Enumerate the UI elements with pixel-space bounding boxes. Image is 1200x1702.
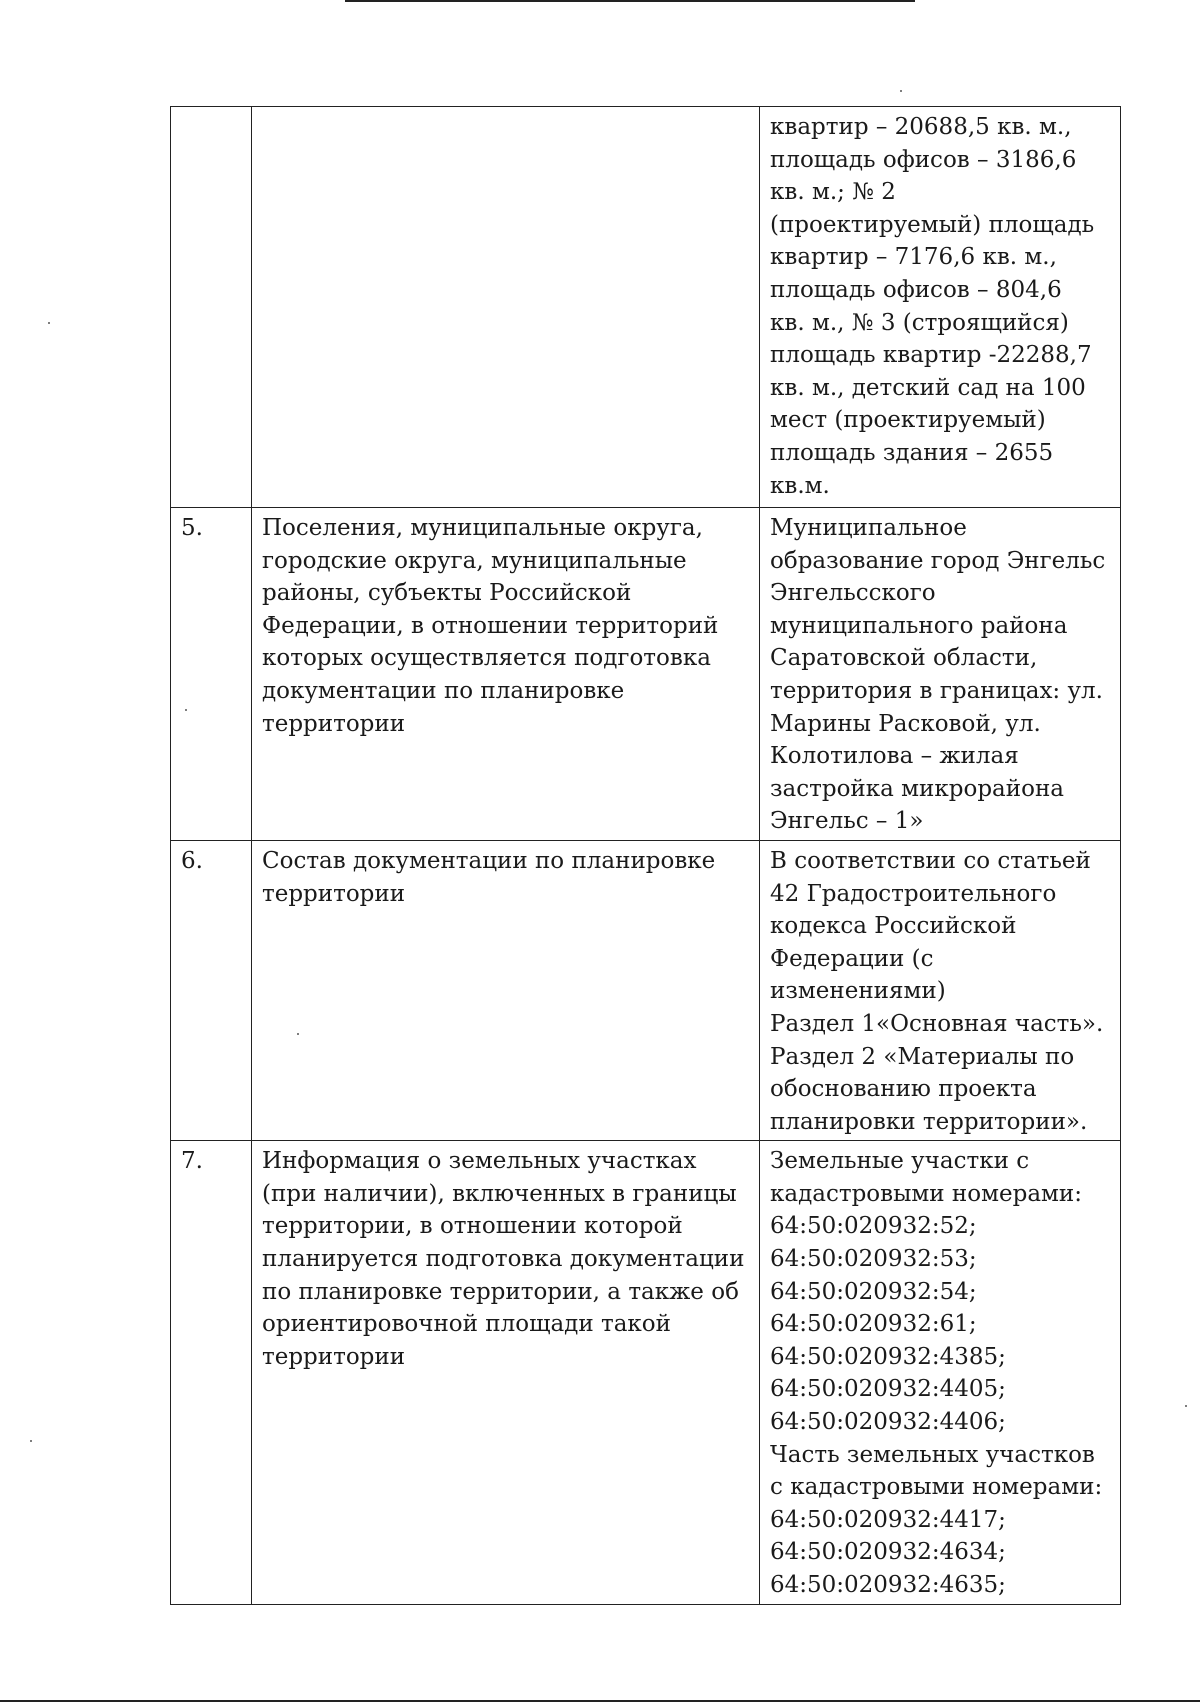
planning-info-table: [170, 106, 1121, 1605]
row-name: Информация о земельных участках (при наличии), включенных в границы территории, в отношении которой планируется подготовка документации по планировке территории, а также об ориентировочной площади такой территории: [252, 1141, 760, 1604]
scan-edge-top: [345, 0, 915, 2]
row-number: 7.: [171, 1141, 252, 1604]
table-row: [171, 840, 1121, 1140]
scan-speck: [30, 1440, 32, 1442]
table-row: [171, 508, 1121, 841]
row-value: Земельные участки с кадастровыми номерами: 64:50:020932:52; 64:50:020932:53; 64:50:020932:54; 64:50:020932:61; 64:50:020932:4385; 64:50:020932:4405; 64:50:020932:4406; Часть земельных участков с кадастровыми номерами: 64:50:020932:4417; 64:50:020932:4634; 64:50:020932:4635;: [760, 1141, 1121, 1604]
scan-speck: [1185, 1405, 1187, 1407]
table-row: [171, 107, 1121, 508]
table-row: [171, 1141, 1121, 1604]
row-number: [171, 107, 252, 508]
row-number: 6.: [171, 840, 252, 1140]
row-value: В соответствии со статьей 42 Градостроительного кодекса Российской Федерации (с изменениями) Раздел 1«Основная часть». Раздел 2 «Материалы по обоснованию проекта планировки территории».: [760, 840, 1121, 1140]
row-name: Поселения, муниципальные округа, городские округа, муниципальные районы, субъекты Российской Федерации, в отношении территорий которых осуществляется подготовка документации по планировке территории: [252, 508, 760, 841]
scan-speck: [900, 90, 902, 92]
row-name: Состав документации по планировке территории: [252, 840, 760, 1140]
row-value: Муниципальное образование город Энгельс Энгельсского муниципального района Саратовской области, территория в границах: ул. Марины Расковой, ул. Колотилова – жилая застройка микрорайона Энгельс – 1»: [760, 508, 1121, 841]
row-name: [252, 107, 760, 508]
scan-speck: [48, 322, 50, 324]
row-value: квартир – 20688,5 кв. м., площадь офисов – 3186,6 кв. м.; № 2 (проектируемый) площадь квартир – 7176,6 кв. м., площадь офисов – 804,6 кв. м., № 3 (строящийся) площадь квартир -22288,7 кв. м., детский сад на 100 мест (проектируемый) площадь здания – 2655 кв.м.: [760, 107, 1121, 508]
row-number: 5.: [171, 508, 252, 841]
